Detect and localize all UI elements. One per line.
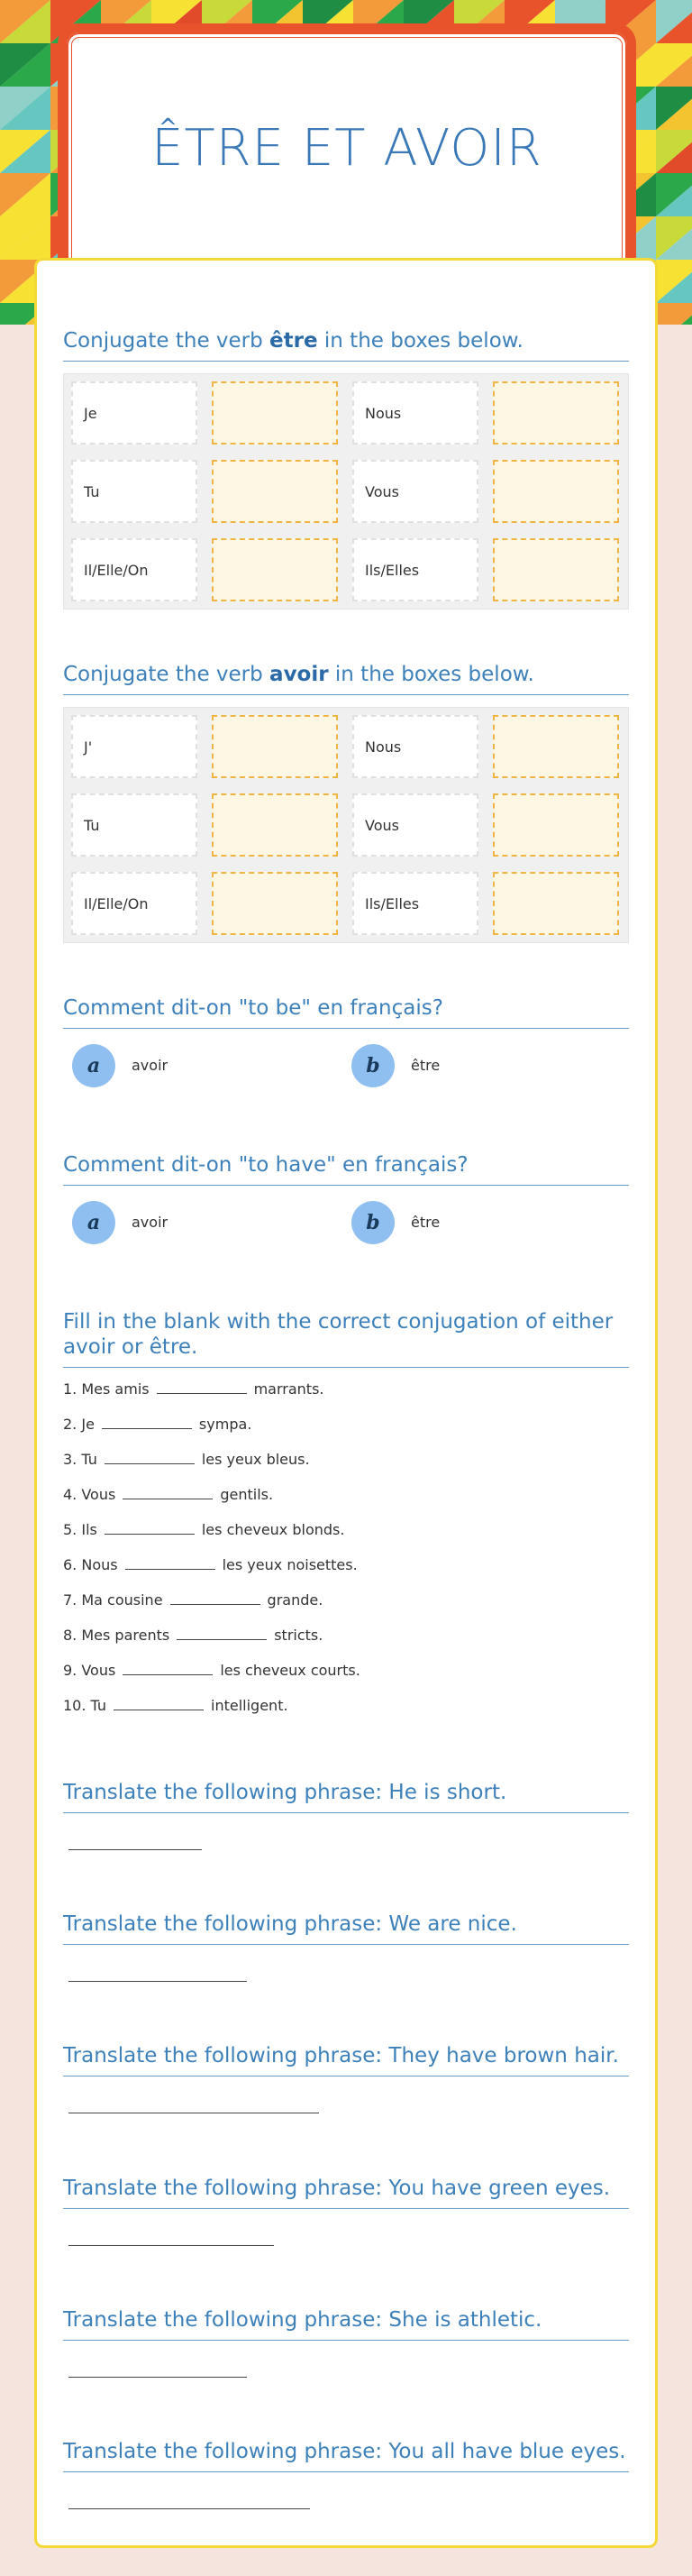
mc1-option-b-label[interactable]: être [411,1057,441,1074]
avoir-conjugation-grid [63,707,629,943]
translate-question-6: Translate the following phrase: You all have blue eyes. [63,2439,629,2472]
avoir-answer-box-vous[interactable] [493,793,619,857]
etre-answer-box-ils[interactable] [493,538,619,601]
etre-label-je: Je [71,381,197,445]
fill-item-1: 1. Mes amis marrants. [63,1380,324,1398]
avoir-label-je: J' [71,715,197,778]
translate-question-5: Translate the following phrase: She is athletic. [63,2307,629,2341]
etre-verb: être [269,329,318,353]
mc2-option-a-label[interactable]: avoir [132,1214,168,1231]
etre-label-nous: Nous [352,381,478,445]
etre-answer-box-tu[interactable] [212,460,338,523]
avoir-label-vous: Vous [352,793,478,857]
avoir-label-nous: Nous [352,715,478,778]
etre-conjugation-grid [63,373,629,610]
etre-label-il: Il/Elle/On [71,538,197,601]
fill-blank-2[interactable] [102,1415,192,1429]
etre-answer-box-il[interactable] [212,538,338,601]
fill-blank-1[interactable] [157,1380,247,1394]
mc2-question-title: Comment dit-on "to have" en français? [63,1152,629,1186]
avoir-label-tu: Tu [71,793,197,857]
mc2-option-b-label[interactable]: être [411,1214,441,1231]
mc2-option-a-button[interactable]: a [72,1201,115,1244]
fill-blank-8[interactable] [177,1626,267,1640]
fill-blank-9[interactable] [123,1661,213,1675]
avoir-label-il: Il/Elle/On [71,872,197,935]
translate-question-1: Translate the following phrase: He is short. [63,1780,629,1813]
mc1-option-a-button[interactable]: a [72,1044,115,1087]
fill-item-5: 5. Ils les cheveux blonds. [63,1521,345,1538]
etre-label-ils: Ils/Elles [352,538,478,601]
avoir-question-title: Conjugate the verb avoir in the boxes below. [63,662,629,695]
translate-answer-line-3[interactable] [68,2112,319,2113]
translate-answer-line-4[interactable] [68,2244,274,2246]
fill-item-7: 7. Ma cousine grande. [63,1591,323,1609]
fill-item-2: 2. Je sympa. [63,1416,252,1433]
translate-answer-line-5[interactable] [68,2376,247,2378]
translate-question-2: Translate the following phrase: We are nice. [63,1911,629,1945]
etre-question-title: Conjugate the verb être in the boxes below. [63,328,629,362]
mc1-question-title: Comment dit-on "to be" en français? [63,995,629,1029]
fill-item-9: 9. Vous les cheveux courts. [63,1662,360,1679]
fill-item-3: 3. Tu les yeux bleus. [63,1451,310,1468]
fill-blank-5[interactable] [105,1520,195,1535]
fill-blank-7[interactable] [170,1591,260,1605]
etre-label-tu: Tu [71,460,197,523]
fill-blank-10[interactable] [114,1696,204,1710]
fill-item-4: 4. Vous gentils. [63,1486,274,1503]
fill-blank-3[interactable] [105,1450,195,1464]
fill-question-title: Fill in the blank with the correct conjugation of either avoir or être. [63,1309,629,1368]
translate-answer-line-6[interactable] [68,2507,310,2509]
fill-item-6: 6. Nous les yeux noisettes. [63,1556,358,1573]
mc1-option-b-button[interactable]: b [351,1044,395,1087]
fill-item-8: 8. Mes parents stricts. [63,1627,323,1644]
translate-question-3: Translate the following phrase: They have brown hair. [63,2043,629,2076]
translate-answer-line-1[interactable] [68,1848,202,1850]
etre-label-vous: Vous [352,460,478,523]
avoir-answer-box-nous[interactable] [493,715,619,778]
mc1-option-a-label[interactable]: avoir [132,1057,168,1074]
fill-blank-4[interactable] [123,1485,213,1499]
etre-answer-box-vous[interactable] [493,460,619,523]
avoir-verb: avoir [269,663,329,686]
avoir-answer-box-tu[interactable] [212,793,338,857]
mc2-option-b-button[interactable]: b [351,1201,395,1244]
avoir-answer-box-ils[interactable] [493,872,619,935]
etre-answer-box-nous[interactable] [493,381,619,445]
avoir-answer-box-je[interactable] [212,715,338,778]
fill-blank-6[interactable] [125,1555,215,1570]
avoir-answer-box-il[interactable] [212,872,338,935]
translate-answer-line-2[interactable] [68,1980,247,1982]
page-title: ÊTRE ET AVOIR [151,119,542,178]
etre-answer-box-je[interactable] [212,381,338,445]
fill-item-10: 10. Tu intelligent. [63,1697,288,1714]
avoir-label-ils: Ils/Elles [352,872,478,935]
translate-question-4: Translate the following phrase: You have green eyes. [63,2176,629,2209]
